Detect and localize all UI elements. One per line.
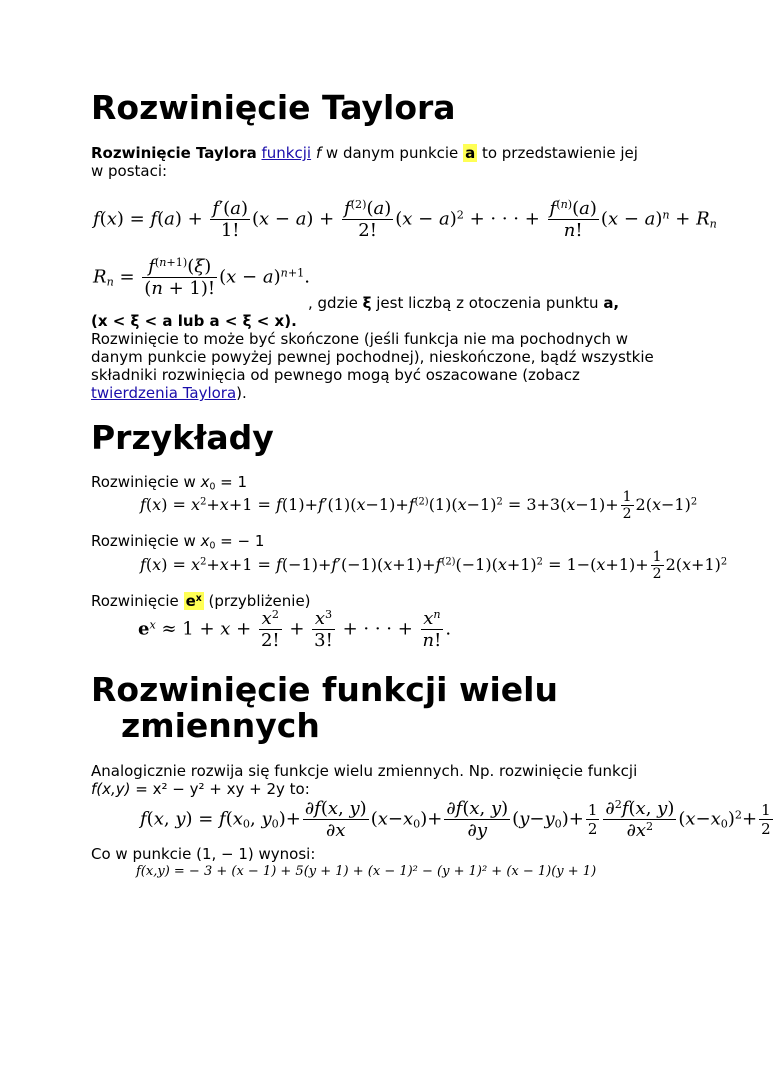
ex3-exsup: x xyxy=(195,592,202,604)
para-line2: danym punkcie powyżej pewnej pochodnej), nieskończone, bądź wszystkie xyxy=(91,348,654,366)
example1-formula: $f(x) = x^2+x+1 = f(1)+f'(1)(x-1)+f^{(2)}(1)(x-1)^2 = 3+3(x-1)+$ $\frac{1}{2}$ $2(x-1)^2$ xyxy=(140,489,698,522)
multi-line3: Co w punkcie (1, − 1) wynosi: xyxy=(91,845,316,863)
ex2-label-text: Rozwinięcie w xyxy=(91,532,201,550)
para-line3: składniki rozwinięcia od pewnego mogą być oszacowane (zobacz xyxy=(91,366,580,384)
examples-heading: Przykłady xyxy=(91,418,274,457)
ex2-eq: = − 1 xyxy=(215,532,265,550)
gdzie-text2: jest liczbą z otoczenia punktu xyxy=(371,294,604,312)
gdzie-line xyxy=(308,294,619,312)
intro-rest: to przedstawienie jej xyxy=(477,144,638,162)
example3-formula: $e^x \approx 1 + x$ + $\frac{x^2}{2!}$ + $\frac{x^3}{3!}$ + · · · + $\frac{x^n}{n!}$ . xyxy=(138,607,452,651)
link-funkcji[interactable]: funkcji xyxy=(261,144,312,162)
multi-heading-line1: Rozwinięcie funkcji wielu xyxy=(91,670,558,709)
ex1-x: x xyxy=(200,473,210,491)
gdzie-condition xyxy=(91,312,297,330)
ex3-label-text: Rozwinięcie xyxy=(91,592,184,610)
intro-paragraph xyxy=(91,144,691,180)
multi-heading-line2: zmiennych xyxy=(121,706,320,745)
gdzie-xi: ξ xyxy=(362,294,372,312)
ex1-sub: 0 xyxy=(209,481,216,493)
remainder-formula: $R_n$ = $\frac{f^{(n+1)}(\xi)}{(n + 1)!}$ $(x - a)^{n+1}$. xyxy=(93,255,310,299)
gdzie-text: , gdzie xyxy=(308,294,363,312)
gdzie-a: a, xyxy=(603,294,620,312)
multi-line2-rest: = x² − y² + xy + 2y to: xyxy=(130,780,310,798)
ex2-x: x xyxy=(200,532,210,550)
intro-f: f xyxy=(315,144,322,162)
multi-paragraph xyxy=(91,762,751,798)
multi-line1: Analogicznie rozwija się funkcje wielu zmiennych. Np. rozwinięcie funkcji xyxy=(91,762,638,780)
example2-label xyxy=(91,532,264,550)
intro-mid: w danym punkcie xyxy=(321,144,464,162)
link-twierdzenia-taylora[interactable]: twierdzenia Taylora xyxy=(91,384,237,402)
ex3-rest: (przybliżenie) xyxy=(203,592,311,610)
description-paragraph xyxy=(91,330,711,402)
example2-formula: $f(x) = x^2+x+1 = f(-1)+f'(-1)(x+1)+f^{(2)}(-1)(x+1)^2 = 1-(x+1)+$ $\frac{1}{2}$ $2(x+1)^2$ xyxy=(140,549,728,582)
para-end: ). xyxy=(236,384,247,402)
intro-highlight-a: a xyxy=(465,144,476,162)
multi-formula: f(x, $y) = f(x_0$, $y_0)+$ $\frac{\partial f(x, y)}{\partial x}$ $(x-x_0)+$ $\frac{\partial f(x, y)}{\partial y}$ $(y-y_0)+$ $\frac{1}{2}$ $\frac{\partial^2f(x, y)}{\partial x^2}$ $(x-x_0)^2+$ $\frac{1}{2}$ xyxy=(140,797,771,841)
ex1-eq: = 1 xyxy=(215,473,248,491)
page-title: Rozwinięcie Taylora xyxy=(91,88,456,127)
multi-final-formula: f(x,y) = − 3 + (x − 1) + 5(y + 1) + (x − 1)² − (y + 1)² + (x − 1)(y + 1) xyxy=(136,864,597,879)
ex2-sub: 0 xyxy=(209,540,216,552)
ex1-label-text: Rozwinięcie w xyxy=(91,473,201,491)
condition-text: (x < ξ < a lub a < ξ < x). xyxy=(91,312,297,330)
ex3-e: e xyxy=(185,592,196,610)
intro-bold: Rozwinięcie Taylora xyxy=(91,144,257,162)
taylor-formula: f(x) = f(a) + $\frac{f'(a)}{1!}$ (x − a) + $\frac{f^{(2)}(a)}{2!}$ $(x - a)^2$ + · · · + $\frac{f^{(n)}(a)}{n!}$ $(x - a)^n + R_n$ xyxy=(93,197,717,241)
multi-line2-f: f(x,y) xyxy=(91,780,131,798)
intro-line2: w postaci: xyxy=(91,162,168,180)
para-line1: Rozwinięcie to może być skończone (jeśli funkcja nie ma pochodnych w xyxy=(91,330,628,348)
